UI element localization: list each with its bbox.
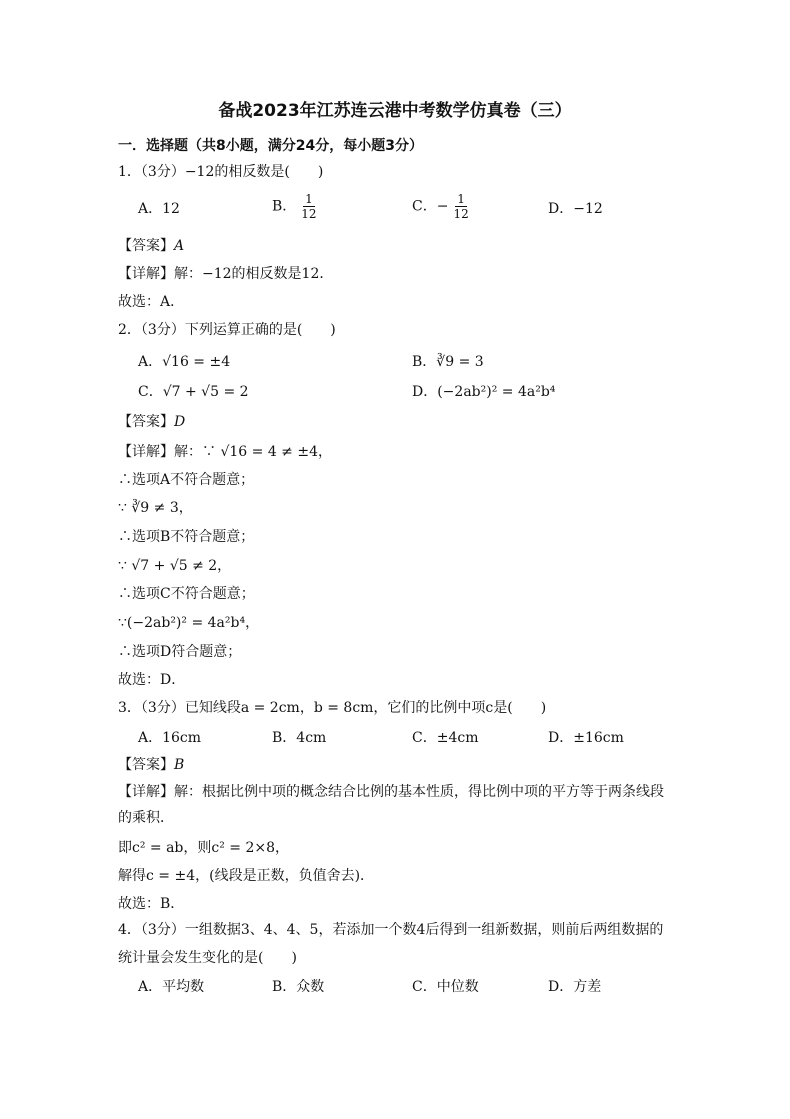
q3-option-d: D．±16cm bbox=[548, 730, 624, 746]
q2-answer-value: D bbox=[174, 414, 186, 430]
q2-line-2: ∵ ∛9 ≠ 3， bbox=[118, 500, 193, 516]
q2-detail bbox=[118, 442, 332, 462]
q4-option-c: C．中位数 bbox=[412, 979, 479, 995]
q1-option-c-fraction bbox=[451, 192, 470, 221]
q2-answer-label: 【答案】 bbox=[118, 414, 174, 430]
q3-option-b: B．4cm bbox=[272, 730, 327, 746]
q1-answer bbox=[118, 236, 184, 256]
q1-option-a: A．12 bbox=[138, 201, 180, 217]
q2-detail-text: 解：∵ √16 = 4 ≠ ±4， bbox=[174, 444, 332, 460]
q2-choose: 故选：D． bbox=[118, 672, 186, 688]
q4-option-a: A．平均数 bbox=[138, 979, 205, 995]
q1-detail bbox=[118, 264, 333, 284]
q2-option-b: B．∛9 = 3 bbox=[412, 354, 484, 370]
q4-stem-continued: 统计量会发生变化的是( ) bbox=[118, 950, 297, 966]
q2-option-c: C．√7 + √5 = 2 bbox=[138, 384, 249, 400]
q2-line-6: ∵(−2ab²)² = 4a²b⁴， bbox=[118, 615, 260, 631]
page-title: 备战2023年江苏连云港中考数学仿真卷（三） bbox=[218, 101, 572, 121]
q2-stem: 2．（3分）下列运算正确的是( ) bbox=[118, 322, 336, 338]
q1-stem: 1．（3分）−12的相反数是( ) bbox=[118, 164, 324, 180]
q1-option-c-numerator: 1 bbox=[457, 192, 465, 206]
q1-option-c bbox=[412, 192, 471, 221]
q1-detail-text: 解：−12的相反数是12． bbox=[174, 266, 334, 282]
q3-line-2: 解得c = ±4，(线段是正数，负值舍去)． bbox=[118, 868, 375, 884]
q3-detail bbox=[118, 782, 664, 802]
q1-detail-label: 【详解】 bbox=[118, 266, 174, 282]
q3-answer bbox=[118, 755, 184, 775]
q3-detail-text: 解：根据比例中项的概念结合比例的基本性质，得比例中项的平方等于两条线段 bbox=[174, 784, 664, 800]
q2-option-a: A．√16 = ±4 bbox=[138, 354, 231, 370]
q3-option-a: A．16cm bbox=[138, 730, 202, 746]
q1-option-c-denominator: 12 bbox=[453, 207, 469, 221]
q4-stem: 4．（3分）一组数据3、4、4、5，若添加一个数4后得到一组新数据，则前后两组数据的 bbox=[118, 922, 664, 938]
q1-answer-value: A bbox=[174, 238, 185, 254]
q1-option-b-numerator: 1 bbox=[305, 192, 313, 206]
q4-option-b: B．众数 bbox=[272, 979, 325, 995]
q2-line-4: ∵ √7 + √5 ≠ 2， bbox=[118, 558, 232, 574]
q3-choose: 故选：B． bbox=[118, 896, 185, 912]
q1-option-b-denominator: 12 bbox=[301, 207, 317, 221]
q2-line-7: ∴选项D符合题意； bbox=[118, 644, 242, 660]
q3-line-1: 即c² = ab，则c² = 2×8， bbox=[118, 840, 290, 856]
q2-line-1: ∴选项A不符合题意； bbox=[118, 472, 255, 488]
q1-option-b-fraction bbox=[299, 192, 318, 221]
q4-option-d: D．方差 bbox=[548, 979, 602, 995]
q3-detail-label: 【详解】 bbox=[118, 784, 174, 800]
q2-line-5: ∴选项C不符合题意； bbox=[118, 586, 255, 602]
q2-answer bbox=[118, 412, 185, 432]
q3-stem: 3．（3分）已知线段a = 2cm，b = 8cm，它们的比例中项c是( ) bbox=[118, 700, 547, 716]
q1-option-d: D．−12 bbox=[548, 201, 603, 217]
q1-option-b bbox=[272, 192, 319, 221]
q3-option-c: C．±4cm bbox=[412, 730, 479, 746]
q2-option-d: D．(−2ab²)² = 4a²b⁴ bbox=[412, 384, 556, 400]
q3-answer-value: B bbox=[174, 757, 185, 773]
q1-answer-label: 【答案】 bbox=[118, 238, 174, 254]
q2-line-3: ∴选项B不符合题意； bbox=[118, 529, 255, 545]
q1-option-b-label: B． bbox=[272, 198, 297, 215]
q1-choose: 故选：A． bbox=[118, 294, 185, 310]
q3-detail-continued: 的乘积． bbox=[118, 810, 174, 826]
q2-detail-label: 【详解】 bbox=[118, 444, 174, 460]
q1-option-c-label: C．− bbox=[412, 198, 449, 215]
q3-answer-label: 【答案】 bbox=[118, 757, 174, 773]
section-heading: 一．选择题（共8小题，满分24分，每小题3分） bbox=[118, 138, 423, 154]
